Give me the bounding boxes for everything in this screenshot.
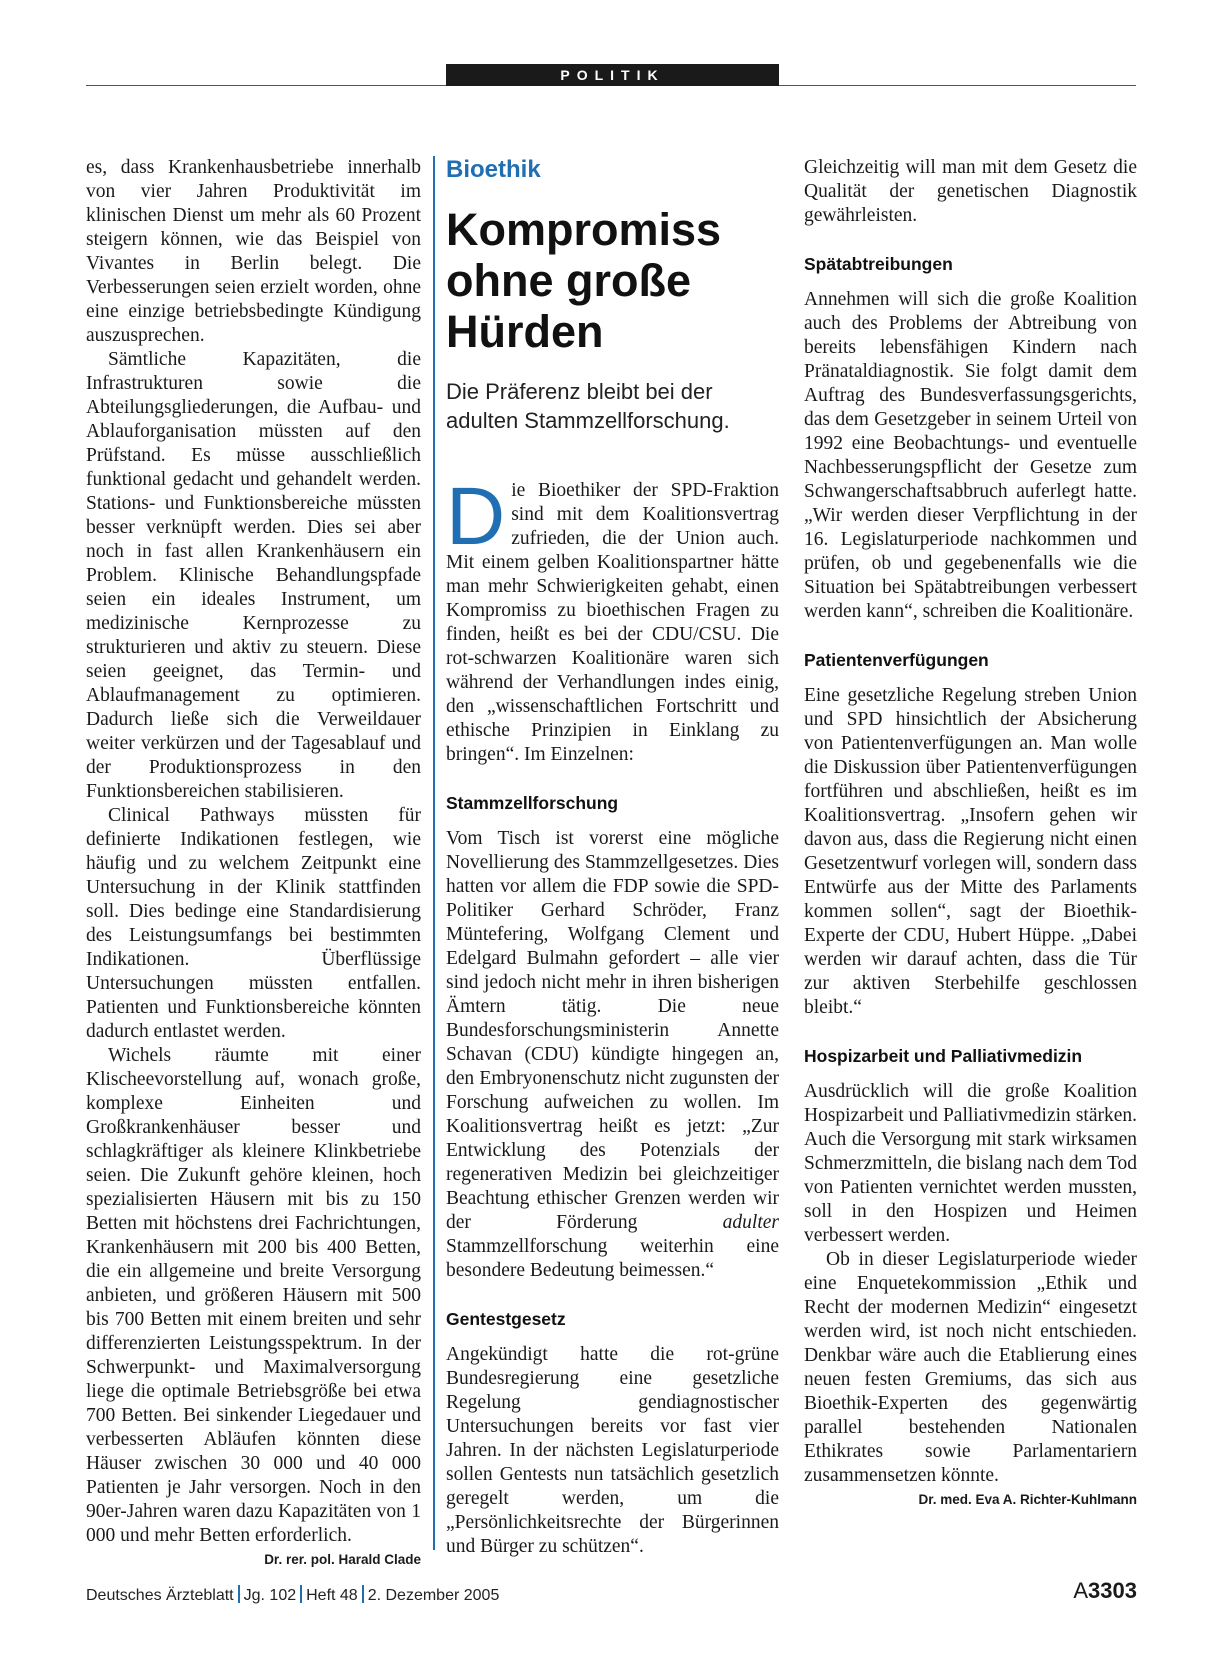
column-divider xyxy=(433,156,435,1550)
subheading: Spätabtreibungen xyxy=(804,254,953,274)
body-paragraph: Sämtliche Kapazitäten, die Infrastrukturen sowie die Abteilungsgliederungen, die Aufbau- und Ablauforganisation müssten auf den Prüfstand. Es müsse ausschließlich funktional gedacht und gehandelt werden. Stations- und Funktionsbereiche müssten besser verknüpft werden. Dies sei aber noch in fast allen Krankenhäusern ein Problem. Klinische Behandlungspfade seien ein ideales Instrument, um medizinische Kernprozesse zu strukturieren und aktiv zu steuern. Diese seien geeignet, das Termin- und Ablaufmanagement zu optimieren. Dadurch ließe sich die Verweildauer weiter verkürzen und der Tagesablauf und der Produktionsprozess in den Funktionsbereichen stabilisieren. xyxy=(86,349,421,802)
column-left xyxy=(86,156,421,1572)
page-number xyxy=(1073,1578,1137,1604)
subheading: Stammzellforschung xyxy=(446,793,619,813)
article-headline: Kompromiss ohne große Hürden xyxy=(446,204,722,357)
body-text: Wichels räumte mit einer Klischeevorstellung auf, wonach große, komplexe Einheiten und Großkrankenhäuser besser und schlagkräftiger als kleinere Klinkbetriebe seien. Die Zukunft gehöre kleinen, hoch spezialisierten Häusern mit bis zu 150 Betten mit höchstens drei Fachrichtungen, Krankenhäusern mit 200 bis 400 Betten, die ein allgemeine und breite Versorgung anbieten, und größeren Häusern mit 500 bis 700 Betten mit einem breiten und sehr differenzierten Leistungsspektrum. In der Schwerpunkt- und Maximalversorgung liege die optimale Betriebsgröße bei etwa 700 Betten. Bei sinkender Liegedauer und verbesserten Abläufen könnten diese Häuser zwischen 30 000 und 40 000 Patienten je Jahr versorgen. Noch in den 90er-Jahren waren dazu Kapazitäten von 1 000 und mehr Betten erforderlich. xyxy=(86,1045,421,1546)
intro-text: ie Bioethiker der SPD-Fraktion sind mit dem Koalitionsvertrag zufrieden, die der Union auch. Mit einem gelben Koalitionspartner hätte man mehr Schwierigkeiten gehabt, einen Kompromiss zu bioethischen Fragen zu finden, heißt es bei der CDU/CSU. Die rot-schwarzen Koalitionäre waren sich während der Verhandlungen indes einig, den „wissenschaftlichen Fortschritt und ethische Prinzipien in Einklang zu bringen“. Im Einzelnen: xyxy=(446,480,779,765)
body-paragraph: Eine gesetzliche Regelung streben Union und SPD hinsichtlich der Absicherung von Patientenverfügungen an. Man wolle die Diskussion über Patientenverfügungen fortführen und abschließen, heißt es im Koalitionsvertrag. „Insofern gehen wir davon aus, dass die Regierung nicht einen Gesetzentwurf vorlegen will, sondern dass Entwürfe aus der Mitte des Parlaments kommen sollen“, sagt der Bioethik-Experte der CDU, Hubert Hüppe. „Dabei werden wir darauf achten, dass die Tür zur aktiven Sterbehilfe geschlossen bleibt.“ xyxy=(804,685,1137,1018)
emphasis-text: adulter xyxy=(722,1212,779,1233)
author-byline: Dr. rer. pol. Harald Clade xyxy=(264,1552,421,1567)
body-text: Vom Tisch ist vorerst eine mögliche Novellierung des Stammzellgesetzes. Dies hatten vor allem die FDP sowie die SPD-Politiker Gerhard Schröder, Franz Müntefering, Wolfgang Clement und Edelgard Bulmahn gefordert – alle vier sind jedoch nicht mehr in ihren bisherigen Ämtern tätig. Die neue Bundesforschungsministerin Annette Schavan (CDU) kündigte hingegen an, den Embryonenschutz nicht zugunsten der Forschung aufweichen zu wollen. Im Koalitionsvertrag heißt es jetzt: „Zur Entwicklung des Potenzials der regenerativen Medizin bei gleichzeitiger Beachtung ethischer Grenzen werden wir der Förderung xyxy=(446,828,779,1233)
body-text: Stammzellforschung weiterhin eine besondere Bedeutung beimessen.“ xyxy=(446,1236,779,1281)
subheading: Gentestgesetz xyxy=(446,1309,566,1329)
footer-separator xyxy=(362,1585,364,1603)
column-middle xyxy=(446,156,779,1559)
page-prefix: A xyxy=(1073,1578,1089,1603)
body-paragraph xyxy=(86,1044,421,1567)
journal-issue: Heft 48 xyxy=(306,1587,358,1604)
section-label: POLITIK xyxy=(446,64,779,86)
page-footer xyxy=(86,1585,499,1605)
body-paragraph: es, dass Krankenhausbetriebe innerhalb von vier Jahren Produktivität im klinischen Dienst um mehr als 60 Prozent steigern können, wie das Beispiel von Vivantes in Berlin belegt. Die Verbesserungen seien erzielt worden, ohne eine einzige betriebsbedingte Kündigung auszusprechen. xyxy=(86,157,421,346)
subheading: Patientenverfügungen xyxy=(804,650,989,670)
body-paragraph xyxy=(804,1248,1137,1507)
author-byline: Dr. med. Eva A. Richter-Kuhlmann xyxy=(918,1492,1137,1507)
body-paragraph: Clinical Pathways müssten für definierte Indikationen festlegen, wie häufig und zu welchem Zeitpunkt eine Untersuchung in der Klinik stattfinden soll. Dies bedinge eine Standardisierung des Leistungsumfangs bei bestimmten Indikationen. Überflüssige Untersuchungen müssten entfallen. Patienten und Funktionsbereiche könnten dadurch entlastet werden. xyxy=(86,805,421,1042)
body-paragraph: Ausdrücklich will die große Koalition Hospizarbeit und Palliativmedizin stärken. Auch die Versorgung mit stark wirksamen Schmerzmitteln, die bislang nach dem Tod von Patienten vernichtet werden mussten, soll in den Hospizen und Heimen verbessert werden. xyxy=(804,1081,1137,1246)
subheading: Hospizarbeit und Palliativmedizin xyxy=(804,1046,1083,1066)
footer-separator xyxy=(238,1585,240,1603)
body-text: Ob in dieser Legislaturperiode wieder eine Enquetekommission „Ethik und Recht der modernen Medizin“ eingesetzt werden wird, ist noch nicht entschieden. Denkbar wäre auch die Etablierung eines neuen festen Gremiums, das sich aus Bioethik-Experten des gegenwärtig parallel bestehenden Nationalen Ethikrates sowie Parlamentariern zusammensetzen könnte. xyxy=(804,1249,1137,1486)
intro-paragraph xyxy=(446,471,779,767)
drop-cap: D xyxy=(446,471,506,562)
column-right xyxy=(804,156,1137,1512)
body-paragraph: Annehmen will sich die große Koalition auch des Problems der Abtreibung von bereits lebensfähigen Kindern nach Pränataldiagnostik. Sie folgt damit dem Auftrag des Bundesverfassungsgerichts, das dem Gesetzgeber in seinem Urteil von 1992 eine Beobachtungs- und eventuelle Nachbesserungspflicht der Gesetze zum Schwangerschaftsabbruch auferlegt hatte. „Wir werden dieser Verpflichtung in der 16. Legislaturperiode nachkommen und prüfen, ob und gegebenenfalls wie die Situation bei Spätabtreibungen verbessert werden kann“, schreiben die Koalitionäre. xyxy=(804,289,1137,622)
footer-separator xyxy=(300,1585,302,1603)
body-paragraph: Gleichzeitig will man mit dem Gesetz die Qualität der genetischen Diagnostik gewährleisten. xyxy=(804,157,1137,226)
journal-date: 2. Dezember 2005 xyxy=(367,1587,500,1604)
article-kicker: Bioethik xyxy=(446,156,541,183)
journal-volume: Jg. 102 xyxy=(243,1587,297,1604)
body-paragraph: Angekündigt hatte die rot-grüne Bundesregierung eine gesetzliche Regelung gendiagnostischer Untersuchungen bereits vor fast vier Jahren. In der nächsten Legislaturperiode sollen Gentests nun tatsächlich gesetzlich geregelt werden, um die „Persönlichkeitsrechte der Bürgerinnen und Bürger zu schützen“. xyxy=(446,1344,779,1557)
page-number-value: 3303 xyxy=(1088,1578,1137,1603)
journal-name: Deutsches Ärzteblatt xyxy=(86,1587,234,1604)
body-paragraph xyxy=(446,827,779,1283)
article-deck: Die Präferenz bleibt bei der adulten Stammzellforschung. xyxy=(446,379,730,433)
